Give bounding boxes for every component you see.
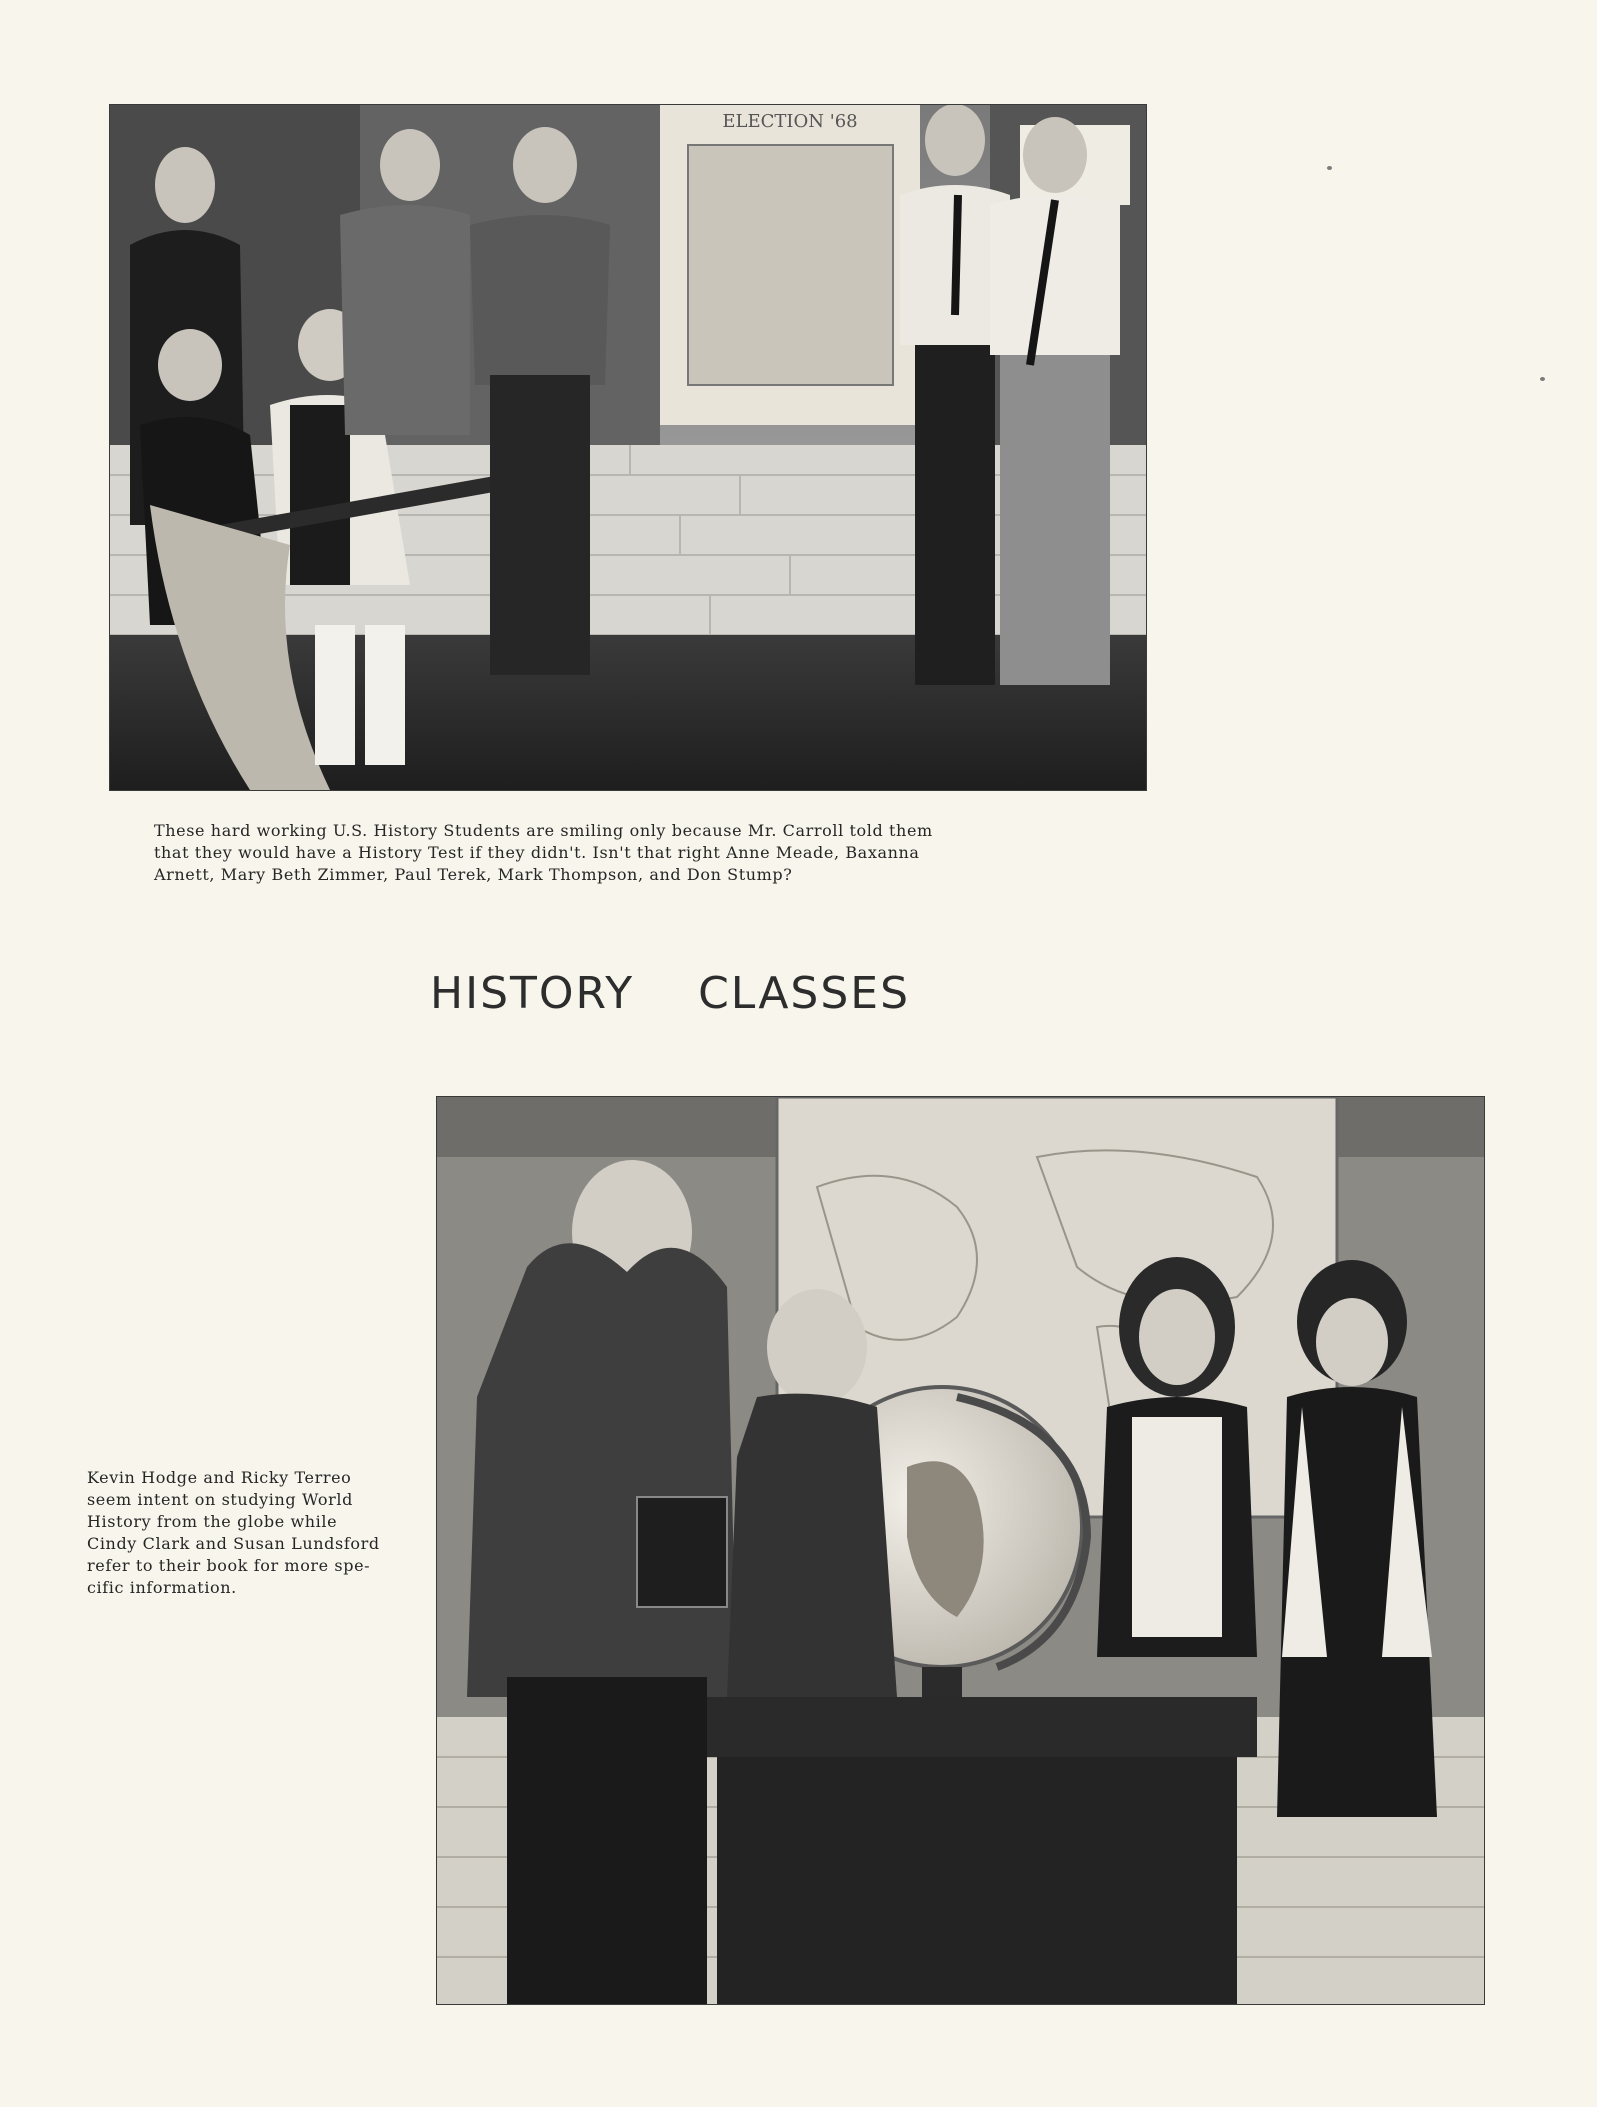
side-photo-caption xyxy=(87,1467,427,1599)
election-poster-title: ELECTION '68 xyxy=(722,111,858,132)
caption-line: Cindy Clark and Susan Lundsford xyxy=(87,1534,380,1553)
caption-line: Kevin Hodge and Ricky Terreo xyxy=(87,1468,352,1487)
paper-speck xyxy=(1327,166,1332,170)
caption-line: History from the globe while xyxy=(87,1512,338,1531)
caption-line: that they would have a History Test if they didn't. Isn't that right Anne Meade, Baxanna xyxy=(154,843,920,862)
caption-line: Arnett, Mary Beth Zimmer, Paul Terek, Mark Thompson, and Don Stump? xyxy=(154,865,793,884)
page-title: HISTORY CLASSES xyxy=(430,968,911,1019)
us-history-class-photo xyxy=(110,105,1146,790)
caption-line: These hard working U.S. History Students are smiling only because Mr. Carroll told them xyxy=(154,821,933,840)
us-history-photo-art xyxy=(110,105,1146,790)
top-photo-caption xyxy=(154,820,1114,886)
caption-line: cific information. xyxy=(87,1578,237,1597)
caption-line: refer to their book for more spe- xyxy=(87,1556,371,1575)
paper-speck xyxy=(1540,377,1545,381)
world-history-photo-art xyxy=(437,1097,1484,2004)
world-history-class-photo xyxy=(437,1097,1484,2004)
caption-line: seem intent on studying World xyxy=(87,1490,353,1509)
